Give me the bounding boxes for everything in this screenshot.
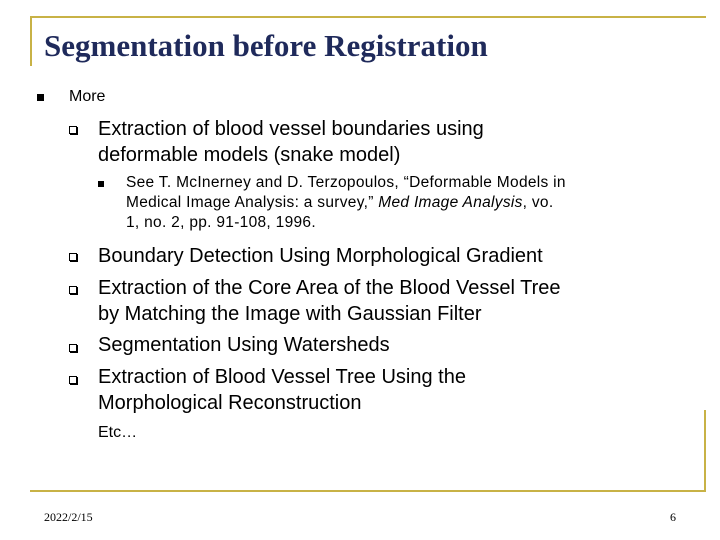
item-3-line-1: Extraction of the Core Area of the Blood Vessel Tree — [98, 277, 561, 299]
box-bullet-icon — [69, 344, 77, 352]
box-bullet-icon — [69, 376, 77, 384]
item-4-line-1: Segmentation Using Watersheds — [98, 334, 390, 356]
frame-left-line — [30, 16, 32, 66]
reference-line-2 — [126, 193, 553, 213]
bullet-more: More — [69, 88, 106, 105]
box-bullet-icon — [69, 126, 77, 134]
slide-title: Segmentation before Registration — [44, 28, 488, 63]
item-2-line-1: Boundary Detection Using Morphological Gradient — [98, 245, 543, 267]
reference-text: Medical Image Analysis: a survey,” — [126, 194, 379, 211]
reference-line-3: 1, no. 2, pp. 91-108, 1996. — [126, 214, 316, 231]
frame-top-line — [30, 16, 706, 18]
item-3-line-2: by Matching the Image with Gaussian Filter — [98, 303, 482, 325]
item-5-line-2: Morphological Reconstruction — [98, 392, 362, 414]
item-1-line-1: Extraction of blood vessel boundaries using — [98, 118, 484, 140]
box-bullet-icon — [69, 286, 77, 294]
etc-text: Etc… — [98, 424, 138, 441]
square-bullet-icon — [37, 94, 44, 101]
reference-text: , vo. — [522, 194, 554, 211]
frame-right-line — [704, 410, 706, 492]
frame-bottom-line — [30, 490, 706, 492]
page-number: 6 — [670, 510, 676, 524]
reference-line-1: See T. McInerney and D. Terzopoulos, “Deformable Models in — [126, 174, 566, 191]
journal-name: Med Image Analysis — [378, 194, 523, 211]
square-bullet-icon — [98, 181, 104, 187]
item-5-line-1: Extraction of Blood Vessel Tree Using the — [98, 366, 466, 388]
footer-date: 2022/2/15 — [44, 510, 93, 524]
box-bullet-icon — [69, 253, 77, 261]
item-1-line-2: deformable models (snake model) — [98, 144, 401, 166]
